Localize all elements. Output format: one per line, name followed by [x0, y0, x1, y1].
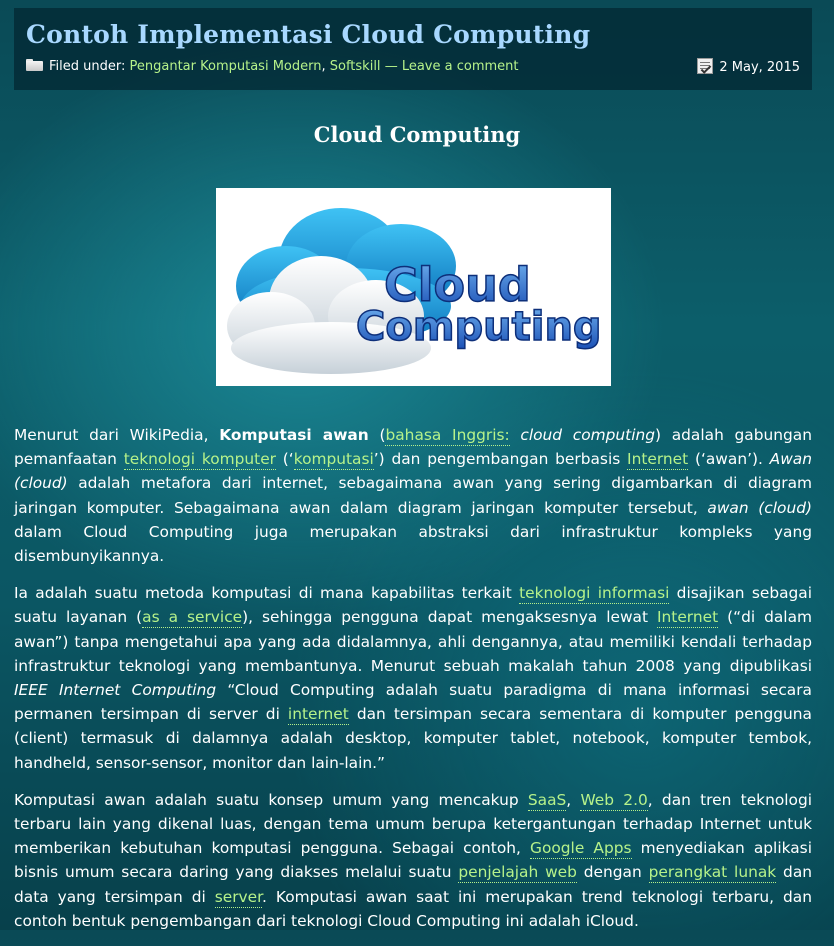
link-internet[interactable]: Internet	[627, 450, 689, 469]
bold-term: Komputasi awan	[219, 426, 369, 444]
post-meta-categories	[26, 58, 519, 76]
text: Ia adalah suatu metoda komputasi di mana kapabilitas terkait	[14, 584, 520, 603]
calendar-icon	[697, 58, 713, 74]
cloud-illustration	[216, 188, 611, 386]
link-penjelajah-web[interactable]: penjelajah web	[458, 863, 577, 882]
link-server[interactable]: server	[214, 887, 263, 906]
leave-comment-link[interactable]: Leave a comment	[401, 59, 519, 74]
link-perangkat-lunak[interactable]: perangkat lunak	[648, 863, 777, 882]
italic-term: awan (cloud)	[707, 498, 812, 517]
paragraph-1	[14, 423, 812, 568]
category-link-softskill[interactable]: Softskill	[329, 59, 381, 74]
text: ’) dan pengembangan berbasis	[373, 450, 628, 469]
post-date	[697, 58, 800, 77]
text: (	[368, 426, 386, 444]
text: ) adalah gabungan pemanfaatan	[14, 426, 812, 469]
filed-under-label: Filed under:	[49, 59, 126, 74]
italic-term: cloud computing	[520, 426, 656, 444]
category-link-pengantar[interactable]: Pengantar Komputasi Modern	[129, 59, 322, 74]
link-teknologi-informasi[interactable]: teknologi informasi	[519, 584, 670, 603]
meta-dash: —	[384, 59, 398, 74]
text: dengan	[576, 863, 649, 882]
link-web-2-0[interactable]: Web 2.0	[580, 790, 648, 809]
text: “Cloud Computing adalah suatu paradigma di mana informasi secara permanen tersimpan di server di	[14, 681, 812, 724]
post-meta	[26, 58, 800, 76]
text: dan tersimpan secara sementara di komputer pengguna (client) termasuk di dalamnya adalah desktop, komputer tablet, notebook, komputer tembok, handheld, sensor-sensor, monitor dan lain-lain.”	[14, 705, 812, 772]
link-teknologi-komputer[interactable]: teknologi komputer	[123, 450, 276, 469]
italic-term: Awan (cloud)	[14, 450, 812, 493]
italic-term: IEEE Internet Computing	[14, 681, 217, 700]
text: (‘	[276, 450, 294, 469]
post-date-text: 2 May, 2015	[719, 60, 800, 75]
post-header	[14, 8, 812, 90]
entry-content	[14, 423, 812, 946]
image-word-computing: Computing	[356, 304, 602, 350]
text: Komputasi awan adalah suatu konsep umum yang mencakup	[14, 790, 528, 809]
link-google-apps[interactable]: Google Apps	[530, 839, 632, 858]
link-internet-lower[interactable]: internet	[287, 705, 349, 724]
text: menyediakan aplikasi bisnis umum secara daring yang diakses melalui suatu	[14, 839, 812, 882]
folder-icon	[26, 59, 43, 71]
text: dalam Cloud Computing juga merupakan abstraksi dari infrastruktur kompleks yang disembunyikannya.	[14, 522, 812, 566]
link-as-a-service[interactable]: as a service	[142, 608, 243, 627]
post-title[interactable]: Contoh Implementasi Cloud Computing	[26, 20, 591, 49]
text: ,	[566, 790, 581, 809]
text: (“di dalam awan”) tanpa mengetahui apa yang ada didalamnya, ahli dengannya, atau memiliki kendali terhadap infrastruktur teknologi yang membantunya. Menurut sebuah makalah tahun 2008 yang dipublikasi	[14, 608, 813, 675]
text: dan data yang tersimpan di	[14, 863, 813, 906]
link-bahasa-inggris[interactable]: bahasa Inggris:	[385, 426, 510, 444]
paragraph-3	[14, 788, 812, 933]
link-internet[interactable]: Internet	[657, 608, 719, 627]
paragraph-2	[14, 581, 812, 775]
text: disajikan sebagai suatu layanan (	[14, 584, 813, 627]
link-saas[interactable]: SaaS	[527, 790, 567, 809]
text: (‘awan’).	[688, 450, 770, 469]
text: Menurut dari WikiPedia,	[14, 426, 220, 444]
link-komputasi[interactable]: komputasi	[293, 450, 374, 469]
entry-heading: Cloud Computing	[313, 122, 521, 147]
text: ), sehingga pengguna dapat mengaksesnya lewat	[242, 608, 657, 627]
category-separator: ,	[321, 59, 326, 74]
cloud-computing-image	[216, 188, 611, 386]
text: adalah metafora dari internet, sebagaimana awan yang sering digambarkan di diagram jaringan komputer. Sebagaimana awan dalam diagram jaringan komputer tersebut,	[14, 474, 812, 517]
text: . Komputasi awan saat ini merupakan trend teknologi terbaru, dan contoh bentuk pengembangan dari teknologi Cloud Computing ini adalah iCloud.	[14, 887, 812, 930]
text	[510, 426, 521, 444]
image-word-cloud: Cloud	[384, 258, 531, 312]
text: , dan tren teknologi terbaru lain yang dikenal luas, dengan tema umum berupa ketergantungan terhadap Internet untuk memberikan kebutuhan komputasi pengguna. Sebagai contoh,	[14, 790, 812, 858]
